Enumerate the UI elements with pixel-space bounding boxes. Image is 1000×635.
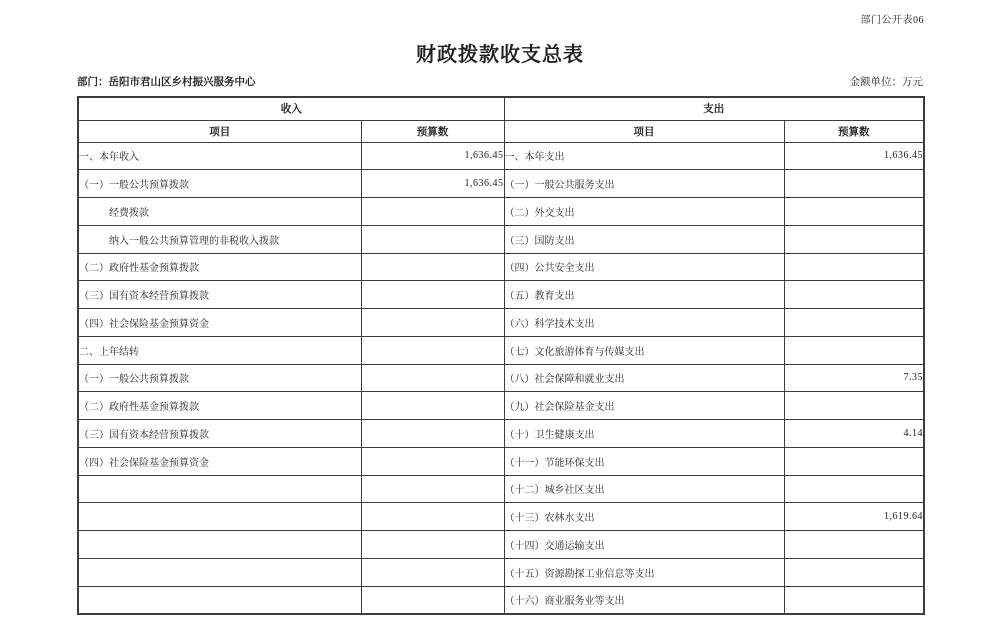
table-row <box>78 253 924 281</box>
expense-item-cell: （十六）商业服务业等支出 <box>504 586 784 614</box>
expense-item-cell: （八）社会保障和就业支出 <box>504 364 784 392</box>
income-value-cell <box>361 253 504 281</box>
expense-item-cell: （十）卫生健康支出 <box>504 420 784 448</box>
income-item-cell: （一）一般公共预算拨款 <box>78 364 361 392</box>
income-value-cell: 1,636.45 <box>361 142 504 170</box>
income-item-cell <box>78 531 361 559</box>
income-value-cell <box>361 586 504 614</box>
group-header-row <box>78 97 924 120</box>
income-group-header: 收入 <box>78 97 504 120</box>
expense-item-cell: （七）文化旅游体育与传媒支出 <box>504 336 784 364</box>
income-value-cell <box>361 392 504 420</box>
expense-value-cell <box>784 475 924 503</box>
expense-item-cell: （一）一般公共服务支出 <box>504 170 784 198</box>
income-item-cell: 纳入一般公共预算管理的非税收入拨款 <box>78 225 361 253</box>
expense-value-cell <box>784 170 924 198</box>
income-value-cell <box>361 503 504 531</box>
income-value-cell <box>361 558 504 586</box>
table-row <box>78 531 924 559</box>
expense-value-cell <box>784 531 924 559</box>
expense-item-cell: （四）公共安全支出 <box>504 253 784 281</box>
table-row <box>78 503 924 531</box>
income-value-cell <box>361 336 504 364</box>
expense-group-header: 支出 <box>504 97 924 120</box>
table-row <box>78 475 924 503</box>
expense-value-cell: 7.35 <box>784 364 924 392</box>
income-value-cell <box>361 225 504 253</box>
expense-value-cell <box>784 309 924 337</box>
expense-value-cell <box>784 281 924 309</box>
expense-item-header: 项目 <box>504 120 784 142</box>
table-row <box>78 558 924 586</box>
expense-item-cell: （六）科学技术支出 <box>504 309 784 337</box>
table-row <box>78 309 924 337</box>
income-item-cell <box>78 586 361 614</box>
income-item-cell: （一）一般公共预算拨款 <box>78 170 361 198</box>
table-body <box>78 142 924 614</box>
meta-row <box>77 74 923 89</box>
expense-item-cell: （十一）节能环保支出 <box>504 447 784 475</box>
income-value-cell <box>361 447 504 475</box>
unit-label: 金额单位：万元 <box>849 77 923 88</box>
income-value-cell <box>361 281 504 309</box>
income-item-cell: 经费拨款 <box>78 198 361 226</box>
expense-budget-header: 预算数 <box>784 120 924 142</box>
page-title: 财政拨款收支总表 <box>416 44 584 66</box>
budget-table <box>77 96 925 615</box>
table-row <box>78 198 924 226</box>
expense-item-cell: （九）社会保险基金支出 <box>504 392 784 420</box>
expense-value-cell <box>784 558 924 586</box>
income-item-cell <box>78 475 361 503</box>
expense-value-cell <box>784 586 924 614</box>
income-budget-header: 预算数 <box>361 120 504 142</box>
income-item-cell <box>78 558 361 586</box>
table-row <box>78 447 924 475</box>
income-item-cell: （四）社会保险基金预算资金 <box>78 447 361 475</box>
table-row <box>78 336 924 364</box>
expense-value-cell <box>784 336 924 364</box>
income-item-cell: （四）社会保险基金预算资金 <box>78 309 361 337</box>
expense-item-cell: （十五）资源勘探工业信息等支出 <box>504 558 784 586</box>
expense-value-cell <box>784 253 924 281</box>
income-item-cell: 二、上年结转 <box>78 336 361 364</box>
income-value-cell <box>361 364 504 392</box>
expense-value-cell <box>784 447 924 475</box>
expense-value-cell: 1,636.45 <box>784 142 924 170</box>
table-row <box>78 586 924 614</box>
table-row <box>78 281 924 309</box>
income-item-cell <box>78 503 361 531</box>
income-value-cell <box>361 309 504 337</box>
income-value-cell <box>361 198 504 226</box>
expense-item-cell: （二）外交支出 <box>504 198 784 226</box>
income-item-cell: （三）国有资本经营预算拨款 <box>78 281 361 309</box>
table-row <box>78 364 924 392</box>
table-row <box>78 170 924 198</box>
expense-value-cell <box>784 198 924 226</box>
expense-item-cell: 一、本年支出 <box>504 142 784 170</box>
income-item-cell: （二）政府性基金预算拨款 <box>78 392 361 420</box>
income-item-header: 项目 <box>78 120 361 142</box>
table-row <box>78 420 924 448</box>
income-item-cell: （三）国有资本经营预算拨款 <box>78 420 361 448</box>
income-item-cell: 一、本年收入 <box>78 142 361 170</box>
department-label: 部门：岳阳市君山区乡村振兴服务中心 <box>77 77 256 88</box>
expense-item-cell: （五）教育支出 <box>504 281 784 309</box>
income-value-cell <box>361 475 504 503</box>
income-value-cell <box>361 531 504 559</box>
expense-item-cell: （十二）城乡社区支出 <box>504 475 784 503</box>
doc-code: 部门公开表06 <box>860 15 924 26</box>
income-value-cell <box>361 420 504 448</box>
expense-value-cell <box>784 392 924 420</box>
income-item-cell: （二）政府性基金预算拨款 <box>78 253 361 281</box>
expense-value-cell: 1,619.64 <box>784 503 924 531</box>
table-row <box>78 392 924 420</box>
table-row <box>78 225 924 253</box>
expense-item-cell: （十三）农林水支出 <box>504 503 784 531</box>
expense-item-cell: （三）国防支出 <box>504 225 784 253</box>
income-value-cell: 1,636.45 <box>361 170 504 198</box>
expense-value-cell: 4.14 <box>784 420 924 448</box>
table-row <box>78 142 924 170</box>
expense-item-cell: （十四）交通运输支出 <box>504 531 784 559</box>
column-header-row <box>78 120 924 142</box>
expense-value-cell <box>784 225 924 253</box>
